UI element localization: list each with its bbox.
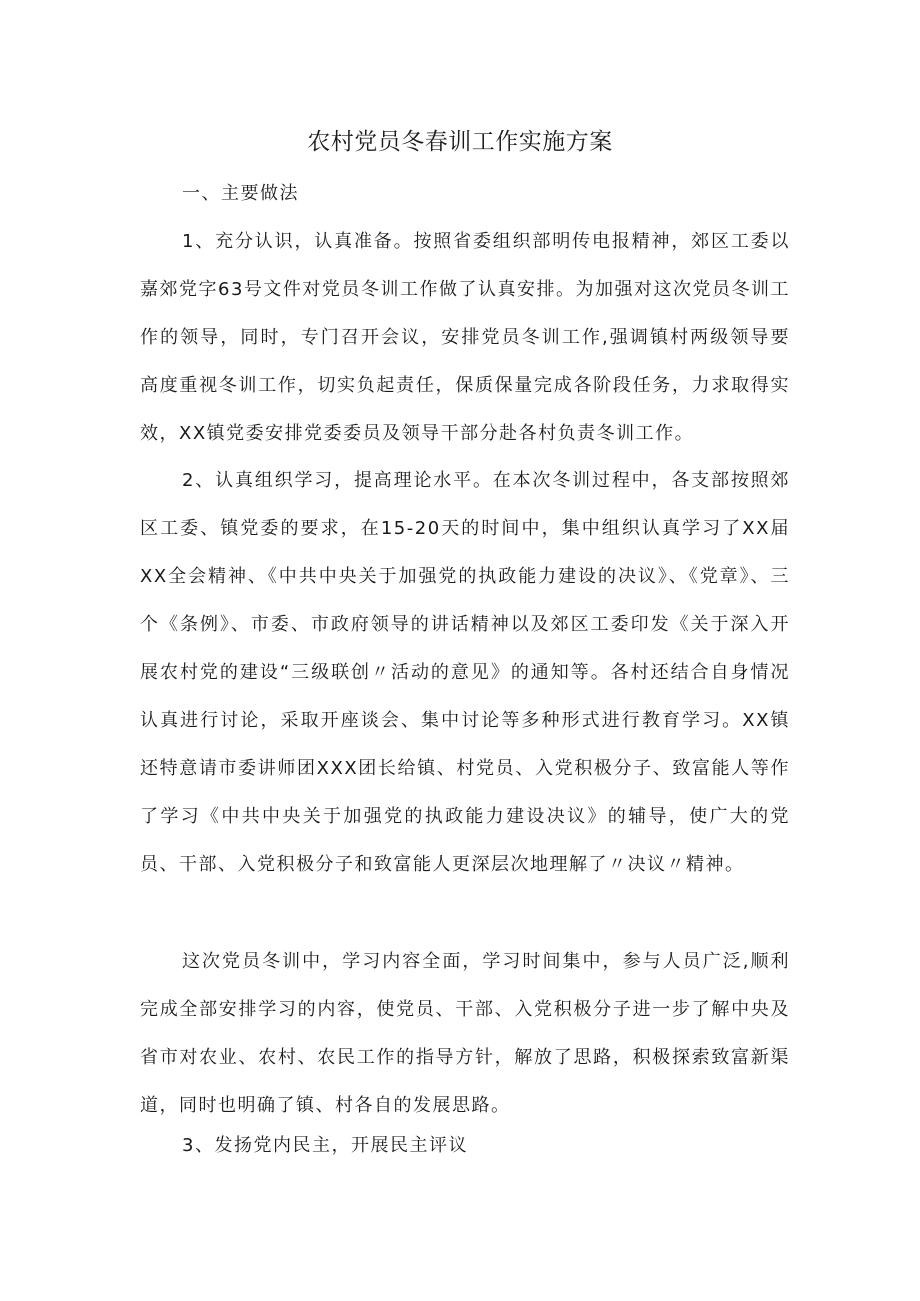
subheading-3: 3、发扬党内民主，开展民主评议 [182, 1135, 468, 1156]
paragraph-2: 2、认真组织学习，提高理论水平。在本次冬训过程中，各支部按照郊区工委、镇党委的要求，在15-20天的时间中，集中组织认真学习了XX届XX全会精神、《中共中央关于加强党的执政能力建设的决议》、《党章》、三个《条例》、市委、市政府领导的讲话精神以及郊区工委印发《关于深入开展农村党的建设“三级联创〃活动的意见》的通知等。各村还结合自身情况认真进行讨论，采取开座谈会、集中讨论等多种形式进行教育学习。XX镇还特意请市委讲师团XXX团长给镇、村党员、入党积极分子、致富能人等作了学习《中共中央关于加强党的执政能力建设决议》的辅导，使广大的党员、干部、入党积极分子和致富能人更深层次地理解了〃决议〃精神。 [140, 470, 790, 875]
paragraph-3: 这次党员冬训中，学习内容全面，学习时间集中，参与人员广泛,顺利完成全部安排学习的内容，使党员、干部、入党积极分子进一步了解中央及省市对农业、农村、农民工作的指导方针，解放了思路，积极探索致富新渠道，同时也明确了镇、村各自的发展思路。 [140, 951, 790, 1116]
paragraph-1: 1、充分认识，认真准备。按照省委组织部明传电报精神，郊区工委以嘉郊党字63号文件对党员冬训工作做了认真安排。为加强对这次党员冬训工作的领导，同时，专门召开会议，安排党员冬训工作,强调镇村两级领导要高度重视冬训工作，切实负起责任，保质保量完成各阶段任务，力求取得实效，XX镇党委安排党委委员及领导干部分赴各村负责冬训工作。 [140, 231, 790, 444]
section-heading: 一、主要做法 [182, 183, 299, 204]
document-title: 农村党员冬春训工作实施方案 [307, 129, 613, 155]
